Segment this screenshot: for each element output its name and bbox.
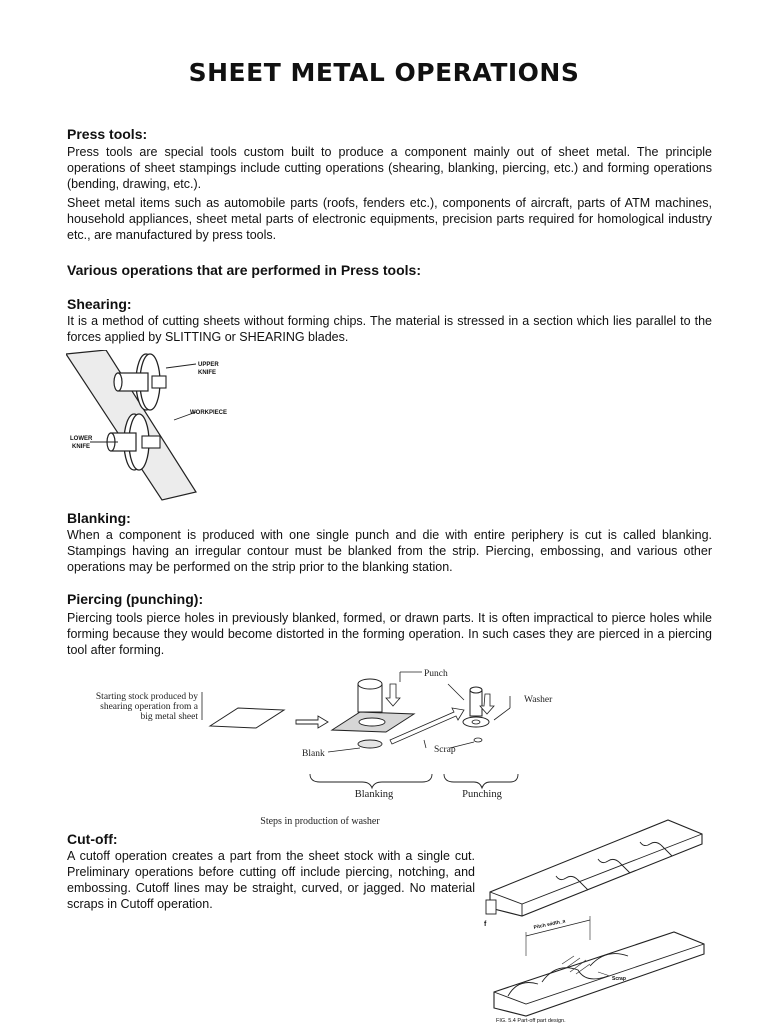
stock-label-3: big metal sheet [140, 712, 198, 722]
cutoff-strip-upper [490, 820, 702, 916]
press-tools-paragraph-1: Press tools are special tools custom built to produce a component mainly out of sheet metal. The principle operations of sheet stampings include cutting operations (shearing, blanking, piercing, etc.) and forming operations (bending, drawing, etc.). [67, 145, 712, 191]
cutoff-heading: Cut-off: [67, 831, 118, 847]
blanking-step-label: Blanking [354, 789, 394, 800]
process-arrow [296, 716, 328, 728]
label-pitch: Pitch width_a [533, 918, 566, 931]
stock-label-1: Starting stock produced by [95, 692, 198, 702]
piercing-heading: Piercing (punching): [67, 591, 204, 607]
washer-figure-caption: Steps in production of washer [260, 816, 380, 827]
cutoff-figure-caption: FIG. 5.4 Part-off part design. [496, 1018, 566, 1024]
blanking-text: When a component is produced with one single punch and die with entire periphery is cut is called blanking. Stampings having an irregular contour must be blanked from the strip. Piercing, embossing, and various other operations may be performed on the strip prior to the blanking station. [67, 528, 712, 574]
operations-heading: Various operations that are performed in Press tools: [67, 262, 421, 278]
blanking-brace [310, 774, 432, 788]
press-tools-heading: Press tools: [67, 126, 148, 142]
blank-disc [358, 740, 382, 748]
shearing-heading: Shearing: [67, 296, 132, 312]
punching-step-label: Punching [462, 789, 502, 800]
blank-label: Blank [302, 749, 325, 759]
blanking-punch [358, 679, 382, 689]
washer-label: Washer [524, 695, 553, 705]
label-scrap: Scrap [612, 976, 626, 982]
lower-knife-label-2: KNIFE [72, 444, 90, 450]
starting-sheet [210, 708, 284, 728]
scrap-label: Scrap [434, 745, 456, 755]
washer-production-figure [70, 664, 570, 828]
lower-knife-label-1: LOWER [70, 436, 93, 442]
press-tools-paragraph-2: Sheet metal items such as automobile parts (roofs, fenders etc.), components of aircraft, parts of ATM machines, household appliances, sheet metal parts of electronic equipments, precision parts required for homological industry etc., are manufactured by press tools. [67, 196, 712, 242]
shearing-figure [66, 350, 236, 505]
shearing-text: It is a method of cutting sheets without forming chips. The material is stressed in a section which lies parallel to the forces applied by SLITTING or SHEARING blades. [67, 314, 712, 344]
scrap-slug [474, 738, 482, 742]
cutoff-text: A cutoff operation creates a part from the sheet stock with a single cut. Preliminary operations before cutting off include piercing, notching, and embossing. Cutoff lines may be straight, curved, or jagged. No material scraps in Cutoff operation. [67, 849, 475, 911]
punching-punch [470, 687, 482, 693]
stock-label-2: shearing operation from a [100, 702, 198, 712]
piercing-text: Piercing tools pierce holes in previously blanked, formed, or drawn parts. It is often impractical to pierce holes while forming because they would become distorted in the forming operation. In such cases they are pierced in a piercing tool after forming. [67, 611, 712, 657]
punch-label: Punch [424, 669, 448, 679]
upper-knife-label-2: KNIFE [198, 370, 216, 376]
label-f: f [484, 921, 487, 928]
blanking-heading: Blanking: [67, 510, 131, 526]
page-title: SHEET METAL OPERATIONS [188, 58, 580, 87]
workpiece-label: WORKPIECE [190, 410, 228, 416]
punching-brace [444, 774, 518, 788]
cutoff-figure [478, 816, 710, 1024]
upper-knife-label-1: UPPER [198, 362, 219, 368]
